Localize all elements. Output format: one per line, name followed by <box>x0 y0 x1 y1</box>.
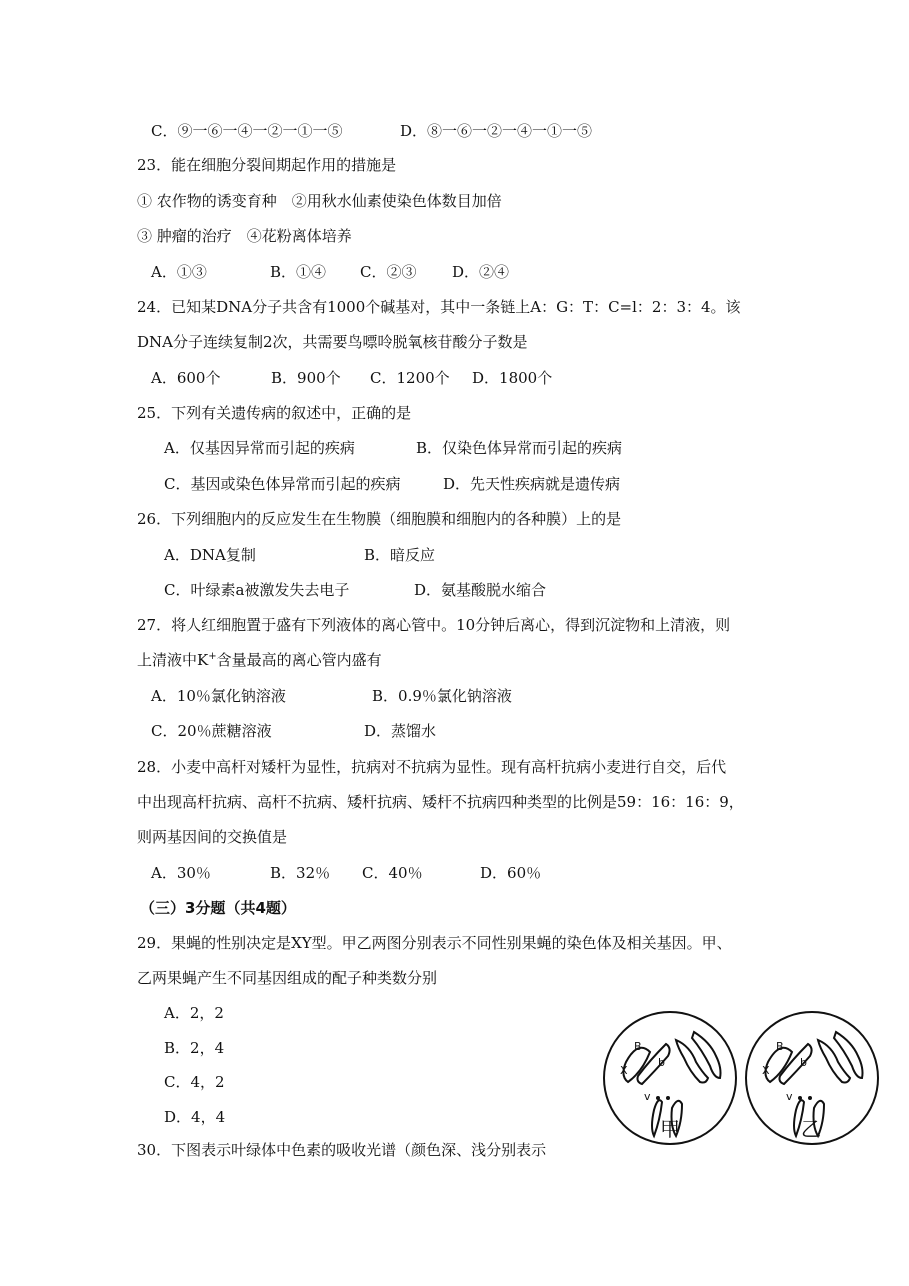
right-dot-2 <box>808 1096 812 1100</box>
section-header: （三）3分题（共4题） <box>140 899 296 917</box>
q22-option-d: D．⑧一⑥一②一④一①一⑤ <box>400 122 593 140</box>
q24-option-a: A．600个 <box>151 369 221 387</box>
q29-option-d: D．4，4 <box>164 1108 226 1126</box>
right-gene-b: b <box>800 1056 807 1069</box>
q26-option-d: D．氨基酸脱水缩合 <box>414 581 547 599</box>
figure-caption-right: 乙 <box>801 1117 821 1141</box>
q23-option-c: C．②③ <box>360 263 417 281</box>
q23-option-a: A．①③ <box>151 263 207 281</box>
right-dot-1 <box>798 1096 802 1100</box>
right-gene-X: X <box>762 1064 770 1077</box>
cell-right-chromosome-c <box>818 1040 850 1083</box>
q27-option-b: B．0.9％氯化钠溶液 <box>372 687 512 705</box>
q24-stem-line2: DNA分子连续复制2次，共需要鸟嘌呤脱氧核苷酸分子数是 <box>137 333 528 351</box>
q26-option-c: C．叶绿素a被激发失去电子 <box>164 581 350 599</box>
q29-option-a: A．2，2 <box>164 1004 224 1022</box>
q24-option-b: B．900个 <box>271 369 341 387</box>
cell-left-chromosome-c <box>676 1040 708 1083</box>
q25-option-b: B．仅染色体异常而引起的疾病 <box>416 439 623 457</box>
q28-option-a: A．30％ <box>151 864 211 882</box>
q27-stem-line2: 上清液中K+含量最高的离心管内盛有 <box>137 651 382 669</box>
chromosome-figure-svg <box>598 1010 884 1160</box>
left-dot-2 <box>666 1096 670 1100</box>
q23-stem: 23．能在细胞分裂间期起作用的措施是 <box>137 156 397 174</box>
q23-line2: ③ 肿瘤的治疗 ④花粉离体培养 <box>137 227 352 245</box>
q28-stem-line3: 则两基因间的交换值是 <box>137 828 288 846</box>
q24-option-c: C．1200个 <box>370 369 450 387</box>
cell-left-chromosome-d <box>692 1032 721 1078</box>
q29-option-b: B．2，4 <box>164 1039 225 1057</box>
q23-option-d: D．②④ <box>452 263 510 281</box>
q24-option-d: D．1800个 <box>472 369 553 387</box>
left-gene-v: v <box>644 1090 651 1103</box>
left-gene-B: B <box>634 1040 642 1053</box>
left-gene-X: X <box>620 1064 628 1077</box>
q29-stem-line2: 乙两果蝇产生不同基因组成的配子种类数分别 <box>137 969 438 987</box>
q27-option-a: A．10％氯化钠溶液 <box>151 687 286 705</box>
q26-option-a: A．DNA复制 <box>164 546 256 564</box>
right-gene-B: B <box>776 1040 784 1053</box>
q25-option-c: C．基因或染色体异常而引起的疾病 <box>164 475 401 493</box>
chromosome-figure <box>598 1010 884 1160</box>
q25-option-d: D．先天性疾病就是遗传病 <box>443 475 621 493</box>
q29-stem-line1: 29．果蝇的性别决定是XY型。甲乙两图分别表示不同性别果蝇的染色体及相关基因。甲、 <box>137 934 732 952</box>
q23-line1: ① 农作物的诱变育种 ②用秋水仙素使染色体数目加倍 <box>137 192 502 210</box>
q24-stem-line1: 24．已知某DNA分子共含有1000个碱基对，其中一条链上A：G：T：C=l：2：3：4。该 <box>137 298 741 316</box>
q27-option-c: C．20％蔗糖溶液 <box>151 722 272 740</box>
cell-right-chromosome-d <box>834 1032 863 1078</box>
left-dot-1 <box>656 1096 660 1100</box>
q22-option-c: C．⑨一⑥一④一②一①一⑤ <box>151 122 343 140</box>
q25-option-a: A．仅基因异常而引起的疾病 <box>164 439 355 457</box>
q26-option-b: B．暗反应 <box>364 546 436 564</box>
q27-option-d: D．蒸馏水 <box>364 722 437 740</box>
q28-stem-line2: 中出现高杆抗病、高杆不抗病、矮杆抗病、矮杆不抗病四种类型的比例是59：16：16：9， <box>137 793 744 811</box>
q27-stem-line1: 27．将人红细胞置于盛有下列液体的离心管中。10分钟后离心，得到沉淀物和上清液，则 <box>137 616 731 634</box>
q23-option-b: B．①④ <box>270 263 327 281</box>
q26-stem: 26．下列细胞内的反应发生在生物膜（细胞膜和细胞内的各种膜）上的是 <box>137 510 622 528</box>
right-gene-v: v <box>786 1090 793 1103</box>
q30-stem-line1: 30．下图表示叶绿体中色素的吸收光谱（颜色深、浅分别表示 <box>137 1141 547 1159</box>
q25-stem: 25．下列有关遗传病的叙述中，正确的是 <box>137 404 412 422</box>
q29-option-c: C．4，2 <box>164 1073 225 1091</box>
q28-stem-line1: 28．小麦中高杆对矮杆为显性，抗病对不抗病为显性。现有高杆抗病小麦进行自交，后代 <box>137 758 727 776</box>
q28-option-b: B．32％ <box>270 864 331 882</box>
left-gene-b: b <box>658 1056 665 1069</box>
q28-option-c: C．40％ <box>362 864 423 882</box>
figure-caption-left: 甲 <box>660 1117 680 1141</box>
q28-option-d: D．60％ <box>480 864 542 882</box>
